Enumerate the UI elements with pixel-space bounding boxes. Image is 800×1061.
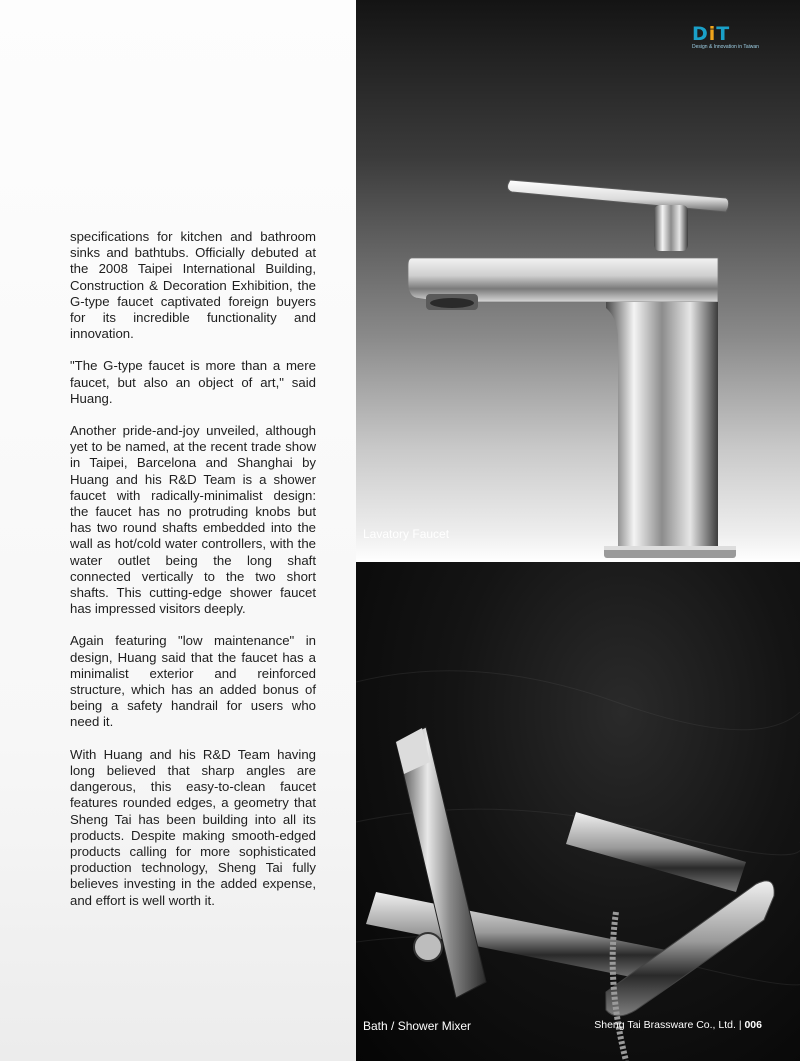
lavatory-faucet-illustration (356, 0, 800, 562)
article-paragraph-1: specifications for kitchen and bathroom sinks and bathtubs. Officially debuted at the 2008 Taipei International Building, Construction & Decoration Exhibition, the G-type faucet captivated foreign buyers for its incredible functionality and innovation. (70, 229, 316, 342)
article-paragraph-3: Another pride-and-joy unveiled, although yet to be named, at the recent trade show in Taipei, Barcelona and Shanghai by Huang and his R&D Team is a shower faucet with radically-minimalist design: the faucet has no protruding knobs but has two round shafts embedded into the wall as hot/cold water controllers, with the water outlet being the long shaft connected vertically to the two short shafts. This cutting-edge shower faucet has impressed visitors deeply. (70, 423, 316, 617)
shower-mixer-illustration (356, 562, 800, 1061)
dit-logo-tagline: Design & Innovation in Taiwan (692, 44, 759, 50)
lavatory-faucet-photo (356, 0, 800, 562)
shower-mixer-photo (356, 562, 800, 1061)
page-number: 006 (744, 1019, 762, 1031)
shower-mixer-caption: Bath / Shower Mixer (363, 1019, 472, 1033)
dit-logo-mark: DiT (692, 23, 731, 45)
article-paragraph-4: Again featuring "low maintenance" in design, Huang said that the faucet has a minimalist exterior and reinforced structure, which has an added bonus of being a safety handrail for users who need it. (70, 633, 316, 730)
dit-logo (692, 24, 772, 50)
page-footer (594, 1019, 762, 1031)
article-body (70, 229, 316, 925)
photo-column (356, 0, 800, 1061)
lavatory-faucet-caption: Lavatory Faucet (363, 527, 450, 541)
text-column (0, 0, 356, 1061)
article-paragraph-5: With Huang and his R&D Team having long believed that sharp angles are dangerous, this easy-to-clean faucet features rounded edges, a geometry that Sheng Tai has been building into all its products. Despite making smooth-edged products calling for more sophisticated production technology, Sheng Tai fully believes investing in the added expense, and effort is well worth it. (70, 746, 316, 908)
footer-company: Sheng Tai Brassware Co., Ltd. (594, 1019, 736, 1031)
article-paragraph-2: "The G-type faucet is more than a mere faucet, but also an object of art," said Huang. (70, 358, 316, 406)
footer-separator: | (738, 1019, 742, 1031)
